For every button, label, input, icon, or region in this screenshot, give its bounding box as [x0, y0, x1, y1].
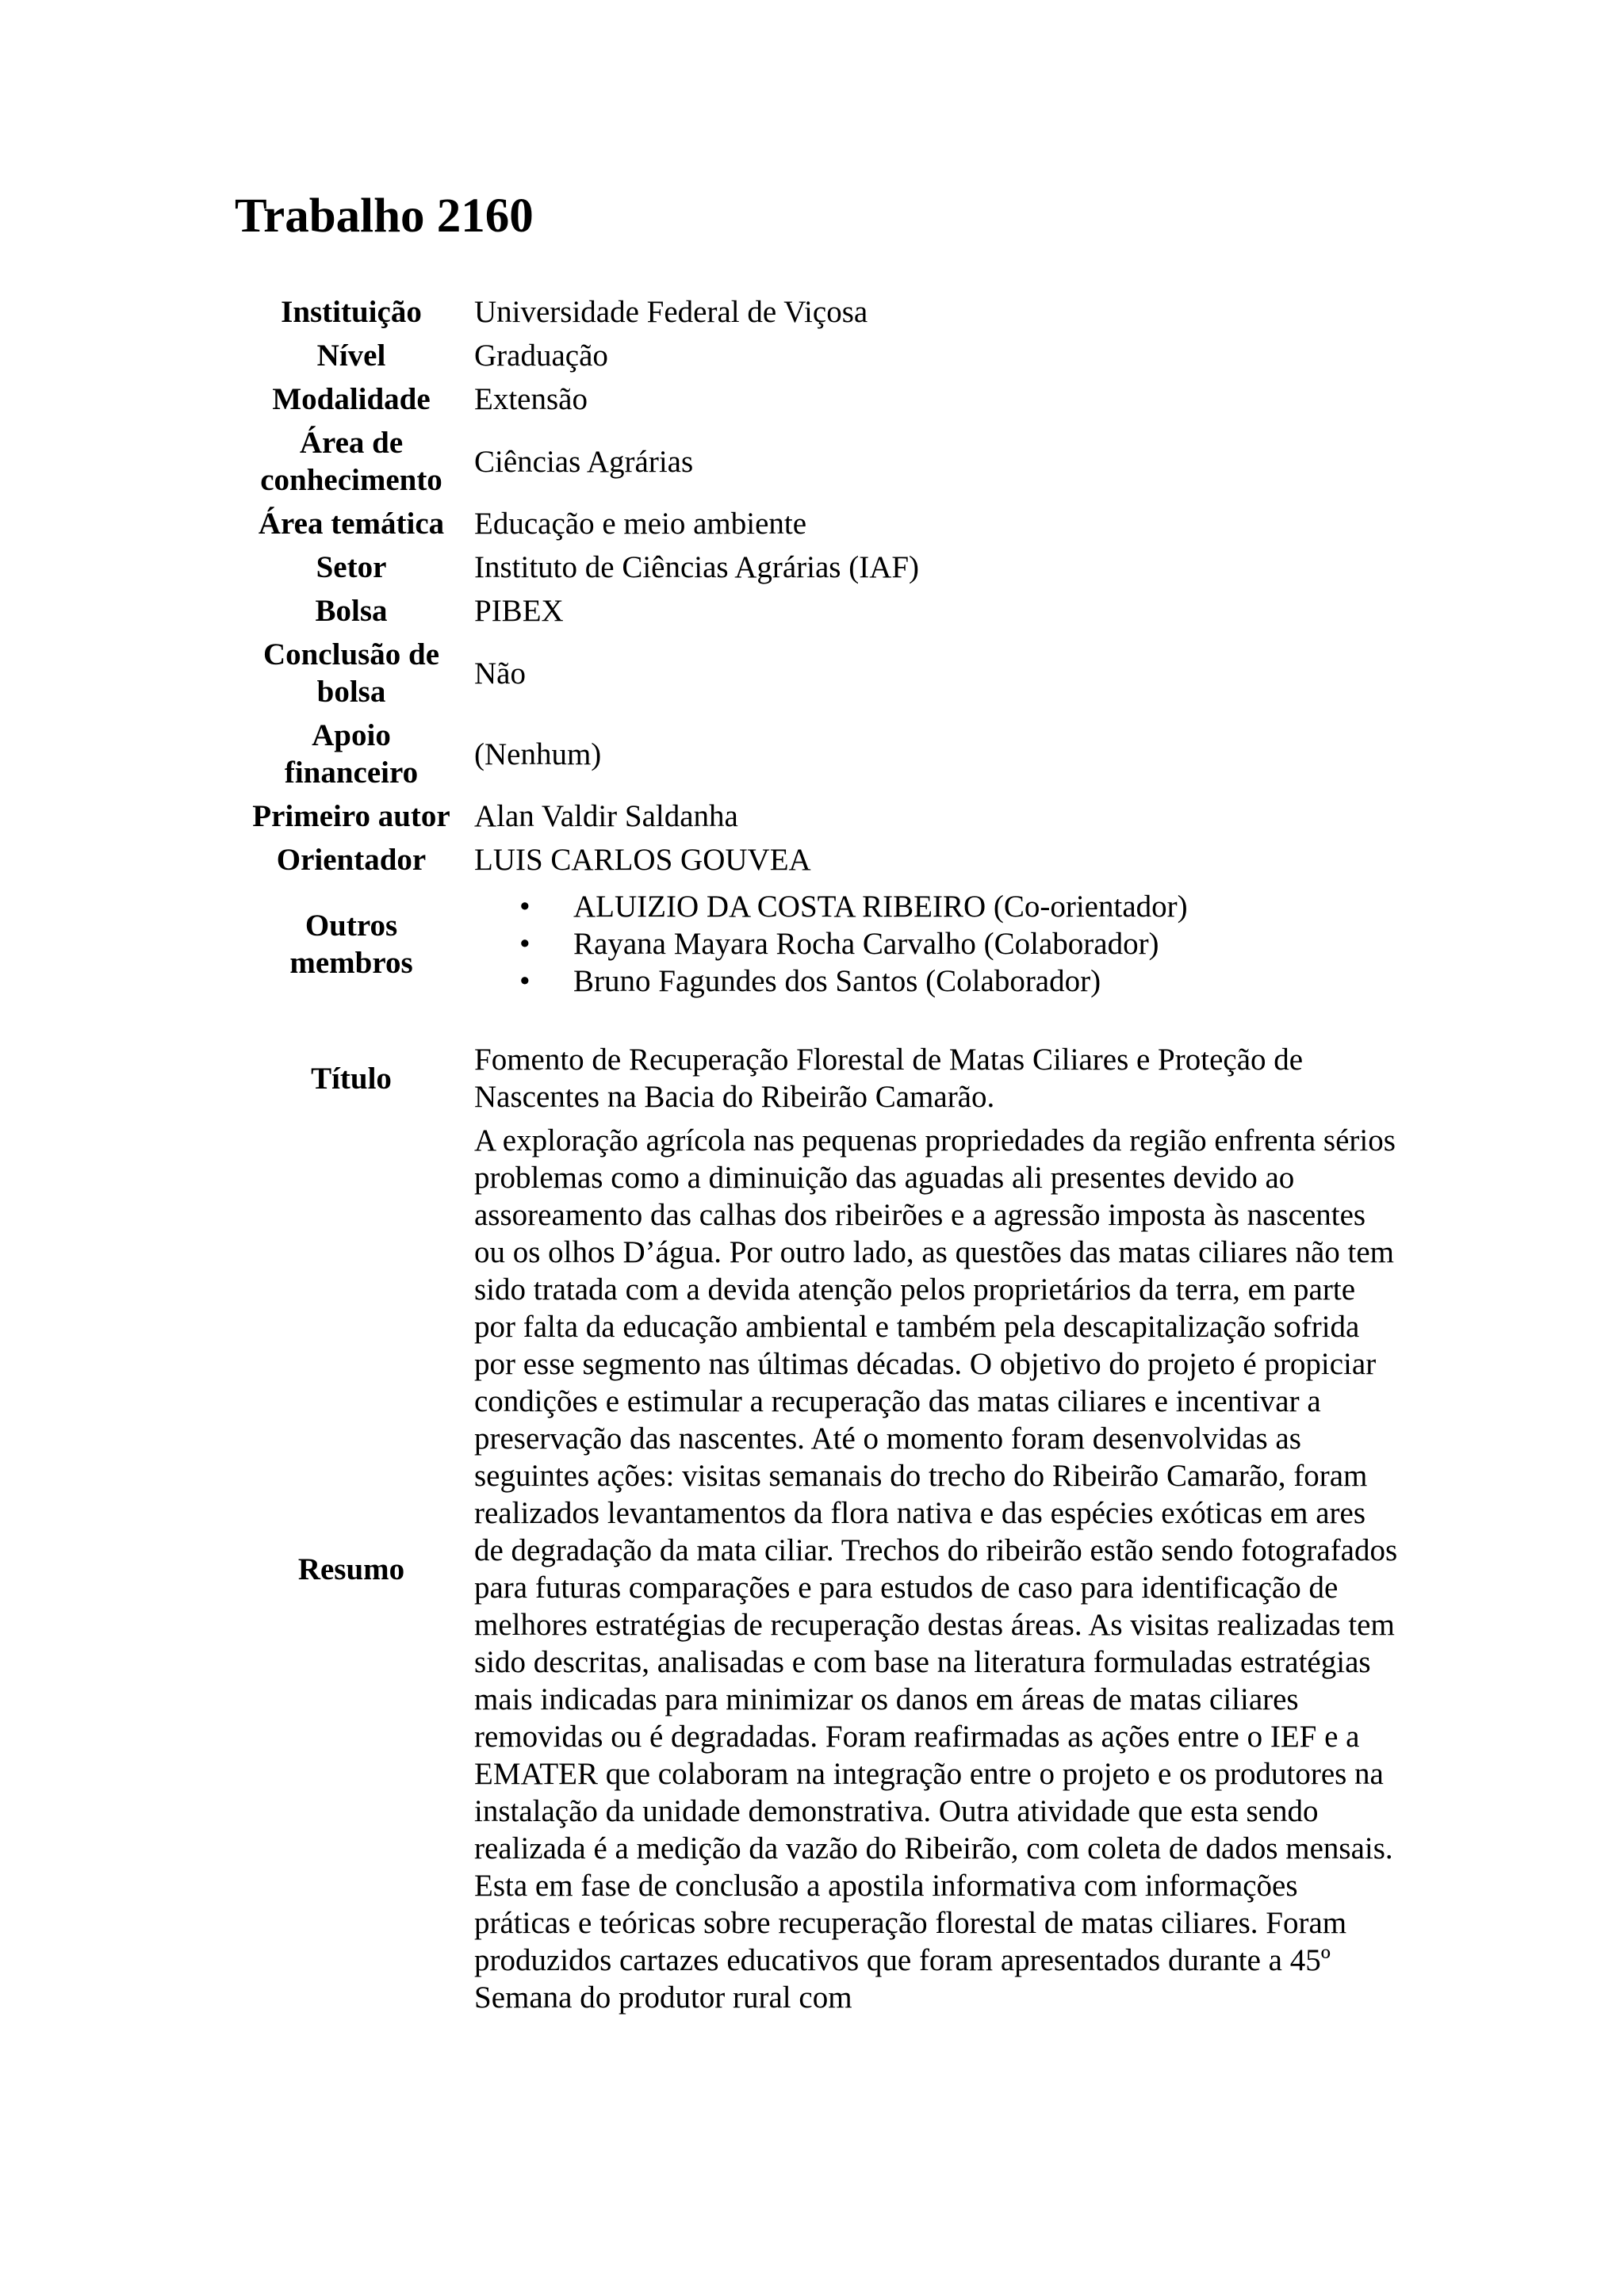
- label-resumo: Resumo: [297, 1552, 405, 1586]
- row-instituicao: [239, 290, 1405, 334]
- row-apoio-financeiro: [239, 714, 1405, 794]
- value-outros-membros: [463, 882, 1405, 1006]
- row-area-conhecimento: [239, 421, 1405, 502]
- value-apoio-financeiro: (Nenhum): [474, 737, 602, 771]
- row-titulo: [239, 1038, 1405, 1119]
- value-resumo: A exploração agrícola nas pequenas propriedades da região enfrenta sérios problemas como a diminuição das aguadas ali presentes devido ao assoreamento das calhas dos ribeirões e a agressão imposta às nascentes ou os olhos D’água. Por outro lado, as questões das matas ciliares não tem sido tratada com a devida atenção pelos proprietários da terra, em parte por falta da educação ambiental e também pela descapitalização sofrida por esse segmento nas últimas décadas. O objetivo do projeto é propiciar condições e estimular a recuperação das matas ciliares e incentivar a preservação das nascentes. Até o momento foram desenvolvidas as seguintes ações: visitas semanais do trecho do Ribeirão Camarão, foram realizados levantamentos da flora nativa e das espécies exóticas em ares de degradação da mata ciliar. Trechos do ribeirão estão sendo fotografados para futuras comparações e para estudos de caso para identificação de melhores estratégias de recuperação destas áreas. As visitas realizadas tem sido descritas, analisadas e com base na literatura formuladas estratégias mais indicadas para minimizar os danos em áreas de matas ciliares removidas ou é degradadas. Foram reafirmadas as ações entre o IEF e a EMATER que colaboram na integração entre o projeto e os produtores na instalação da unidade demonstrativa. Outra atividade que esta sendo realizada é a medição da vazão do Ribeirão, com coleta de dados mensais. Esta em fase de conclusão a apostila informativa com informações práticas e teóricas sobre recuperação florestal de matas ciliares. Foram produzidos cartazes educativos que foram apresentados durante a 45º Semana do produtor rural com: [474, 1123, 1398, 2015]
- list-item: • ALUIZIO DA COSTA RIBEIRO (Co-orientador): [573, 888, 1400, 925]
- value-instituicao: Universidade Federal de Viçosa: [474, 295, 868, 329]
- value-titulo: Fomento de Recuperação Florestal de Matas Ciliares e Proteção de Nascentes na Bacia do Ribeirão Camarão.: [474, 1043, 1304, 1114]
- label-primeiro-autor: Primeiro autor: [252, 799, 450, 833]
- value-area-tematica: Educação e meio ambiente: [474, 507, 807, 541]
- value-setor: Instituto de Ciências Agrárias (IAF): [474, 550, 920, 584]
- label-area-conhecimento: Área de conhecimento: [260, 426, 442, 497]
- value-orientador: LUIS CARLOS GOUVEA: [474, 843, 811, 877]
- list-item: • Rayana Mayara Rocha Carvalho (Colaborador): [573, 925, 1400, 962]
- label-apoio-financeiro: Apoio financeiro: [284, 718, 419, 790]
- row-outros-membros: [239, 882, 1405, 1006]
- row-setor: [239, 545, 1405, 589]
- label-area-tematica: Área temática: [258, 507, 445, 541]
- row-primeiro-autor: [239, 794, 1405, 838]
- list-item: • Bruno Fagundes dos Santos (Colaborador): [573, 962, 1400, 1000]
- label-bolsa: Bolsa: [315, 594, 388, 628]
- label-modalidade: Modalidade: [272, 382, 431, 416]
- value-bolsa: PIBEX: [474, 594, 564, 628]
- label-instituicao: Instituição: [281, 295, 422, 329]
- value-area-conhecimento: Ciências Agrárias: [474, 444, 694, 479]
- value-conclusao-bolsa: Não: [474, 656, 526, 691]
- row-bolsa: [239, 589, 1405, 633]
- spacer-row: [239, 1006, 1405, 1038]
- row-conclusao-bolsa: [239, 633, 1405, 714]
- row-area-tematica: [239, 502, 1405, 545]
- row-orientador: [239, 838, 1405, 882]
- label-titulo: Título: [311, 1061, 392, 1096]
- label-setor: Setor: [316, 550, 387, 584]
- value-nivel: Graduação: [474, 339, 608, 373]
- page-title: Trabalho 2160: [235, 189, 534, 243]
- label-orientador: Orientador: [276, 843, 427, 877]
- info-table: [239, 290, 1405, 2019]
- label-outros-membros: Outros membros: [289, 908, 413, 980]
- members-list: [474, 888, 1400, 1000]
- value-primeiro-autor: Alan Valdir Saldanha: [474, 799, 738, 833]
- row-modalidade: [239, 377, 1405, 421]
- value-modalidade: Extensão: [474, 382, 588, 416]
- label-nivel: Nível: [316, 339, 386, 373]
- row-resumo: [239, 1119, 1405, 2019]
- label-conclusao-bolsa: Conclusão de bolsa: [262, 637, 440, 709]
- row-nivel: [239, 334, 1405, 377]
